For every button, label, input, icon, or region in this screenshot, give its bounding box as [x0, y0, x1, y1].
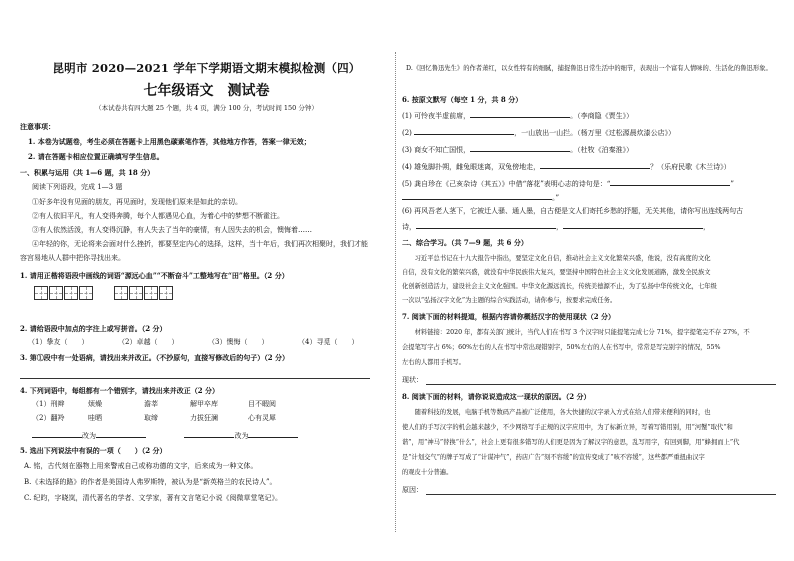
- q6-item: (6) 再风吾老人茎下，它被迁人骚、通人墨，自古便是文人们寄托乡愁的抒题，无关其他，请你写出连线两句古: [402, 207, 744, 215]
- question-5: 5. 选出下列说法中有误的一项（ ）（2 分）: [20, 446, 167, 455]
- q4-word: 哇晒: [88, 414, 102, 422]
- answer-line[interactable]: [20, 378, 370, 379]
- q6-item[interactable]: (1) 可怜夜半虚前席， 。（李商隐《贾生》）: [402, 112, 634, 120]
- question-8: 8. 阅读下面的材料，请你说说造成这一现状的原因。（2 分）: [402, 392, 591, 401]
- q6-item[interactable]: (2) ，一山放出一山拦。（杨万里《过松源晨炊漆公店》）: [402, 129, 676, 137]
- q4-word: （1）刑辫: [32, 400, 65, 408]
- question-2: 2. 请给语段中加点的字注上或写拼音。（2 分）: [20, 324, 167, 333]
- question-1: 1. 请用正楷将语段中画线的词语“源远心血”“不断奋斗”工整地写在“田”格里。（2 分）: [20, 271, 289, 280]
- paragraph-line: 自信，没有文化的繁荣兴盛，就没有中华民族伟大复兴，要坚持中国特色社会主义文化发展道路，激发全民族文: [402, 269, 711, 276]
- q4-word: 力拔狂澜: [190, 414, 218, 422]
- section-heading: 二、综合学习。（共 7—9 题，共 6 分）: [402, 238, 528, 247]
- q4-word: （2）翻羚: [32, 414, 65, 422]
- material-line: 左右的人都用手机写。: [402, 359, 465, 366]
- note-item: 1. 本卷为试题卷，考生必须在答题卡上用黑色碳素笔作答，其他地方作答，答案一律无效；: [28, 137, 311, 146]
- paragraph-line: ④年轻的你，无论将来会面对什么挫折，都要坚定内心的选择，这样，当十年后，我们再次相聚时，我们才能: [32, 240, 368, 248]
- question-4: 4. 下列词语中，每组都有一个错别字，请找出来并改正（2 分）: [20, 386, 220, 395]
- q6-item[interactable]: (4) 雄兔脚扑朔，雌兔眼迷离，双兔傍地走， ？（乐府民歌《木兰诗》）: [402, 163, 731, 171]
- q5-option-d: D.《回忆鲁迅先生》的作者萧红，以女性特有的细腻，捕捉鲁迅日常生活中的细节，表现出一个富有人情味的、生活化的鲁迅形象。: [406, 65, 772, 72]
- q7-answer-label: 现状：: [402, 376, 423, 384]
- exam-title: 昆明市 2020—2021 学年下学期语文期末模拟检测（四）: [52, 61, 361, 75]
- q6-item[interactable]: 诗， ， ，: [402, 223, 710, 231]
- paragraph-line: 化创新创造活力，建设社会主义文化强国。中华文化源远流长，传统美德源不止，为了弘扬中华传统文化，七年级: [402, 283, 717, 290]
- q6-item[interactable]: (5) 龚自珍在《己亥杂诗（其五）》中借“落花”表明心志的诗句是：“ ”: [402, 180, 734, 188]
- question-7: 7. 阅读下面的材料提道，根据内容请你概括汉字的使用现状（2 分）: [402, 312, 616, 321]
- q8-answer-label: 原因：: [402, 486, 423, 494]
- exam-subtitle: 七年级语文 测试卷: [143, 83, 270, 99]
- q8-answer-line[interactable]: [426, 494, 776, 495]
- paragraph-line: 一次以“弘扬汉字文化”为主题的综合实践活动，请你参与，按要求完成任务。: [402, 297, 617, 304]
- q7-answer-line[interactable]: [426, 384, 776, 385]
- paragraph-line: 习近平总书记在十九大报告中指出，要坚定文化自信，推动社会主义文化繁荣兴盛，他说，没有高度的文化: [402, 255, 711, 262]
- material-line: 是“计划交气”的牌子写成了“计谋冲气”，药店广告“刻不容缓”的宣传变成了“咳不容缓”，这些都严重扭曲汉字: [402, 454, 705, 461]
- material-line: 使人们的手写汉字的机会越来越少，不少网络写手正规的汉字应用中，为了标新立异，写着写错用别，用“河蟹”取代“和: [402, 424, 733, 431]
- paragraph-line: ②有人依旧平凡，有人变得奔腾，每个人都遇见心血，为着心中的梦想不断霍注。: [32, 212, 284, 220]
- q5-option-b: B.《未选择的路》的作者是美国诗人弗罗斯特，被认为是“新英格兰的农民诗人”。: [24, 478, 277, 486]
- q4-word: 解甲卒库: [190, 400, 218, 408]
- q4-word: 澹莘: [144, 400, 158, 408]
- q2-item[interactable]: （3）懊悔（ ）: [208, 338, 269, 346]
- material-line: 的观皮十分普遍。: [402, 469, 453, 476]
- q6-item[interactable]: 。”: [402, 192, 559, 203]
- question-3: 3. 第①段中有一处语病，请找出来并改正。（不抄原句，直接写修改后的句子）（2 分）: [20, 353, 290, 362]
- q2-item[interactable]: （2）卓越（ ）: [118, 338, 179, 346]
- q4-word: 取缔: [144, 414, 158, 422]
- q4-word: 心有灵犀: [248, 414, 276, 422]
- note-item: 2. 请在答题卡相应位置正确填写学生信息。: [28, 152, 164, 161]
- q5-option-c: C. 纪昀，字晓岚，清代著名的学者、文学家，著有文言笔记小说《阅微草堂笔记》。: [24, 494, 283, 502]
- column-divider: [395, 52, 396, 532]
- paragraph-line: 容宫易地从人群中把你寻找出来。: [20, 254, 125, 262]
- question-6: 6. 按原文默写（每空 1 分，共 8 分）: [402, 95, 523, 104]
- paragraph-line: ①好多年没有见面的朋友，再见面时，发现他们原来是如此的亲切。: [32, 198, 242, 206]
- q2-item[interactable]: （1）挚友（ ）: [28, 338, 89, 346]
- section-heading: 一、积累与运用（共 1—6 题，共 18 分）: [20, 168, 155, 177]
- q2-item[interactable]: （4）寻觅（ ）: [298, 338, 359, 346]
- q6-item[interactable]: (3) 商女不知亡国恨， 。（杜牧《泊秦淮》）: [402, 146, 634, 154]
- q4-word: 烦燥: [88, 400, 102, 408]
- material-line: 会提笔写字占 6%；60%左右的人在书写中常出现错别字，50%左右的人在书写中，常常是写完别字的情况，55%: [402, 344, 721, 351]
- reading-intro: 阅读下列语段，完成 1—3 题: [32, 183, 123, 191]
- material-line: 随着科技的发展，电脑手机等数码产品被广泛使用，各大快捷的汉字录入方式在给人们带来便利的同时，也: [402, 409, 711, 416]
- q4-fill[interactable]: 改为 改为: [32, 430, 298, 441]
- q5-option-a: A. 铭，古代刻在器物上用来警戒自己或称功德的文字，后来成为一种文体。: [24, 462, 258, 470]
- exam-info: （本试卷共有四大题 25 个题，共 4 页，满分 100 分，考试时间 150 分钟）: [95, 104, 318, 112]
- q4-word: 目不暇阅: [248, 400, 276, 408]
- paragraph-line: ③有人依然活泼，有人变得沉静，有人失去了当年的豪情，有人因失去的机会，懊悔着……: [32, 226, 312, 234]
- material-line: 材料链接：2020 年，都有关部门统计，当代人们在书写 3 个汉字时只能提笔完成七分 71%，提字提笔完不存 27%，不: [402, 329, 750, 336]
- notes-heading: 注意事项：: [20, 122, 55, 131]
- material-line: 谐”，用“神马”替换“什么”，社会上更有很多错写的人们更是因为了解汉字的意思，乱写用字，有回到脚，用“蜂拥而上”代: [402, 439, 740, 446]
